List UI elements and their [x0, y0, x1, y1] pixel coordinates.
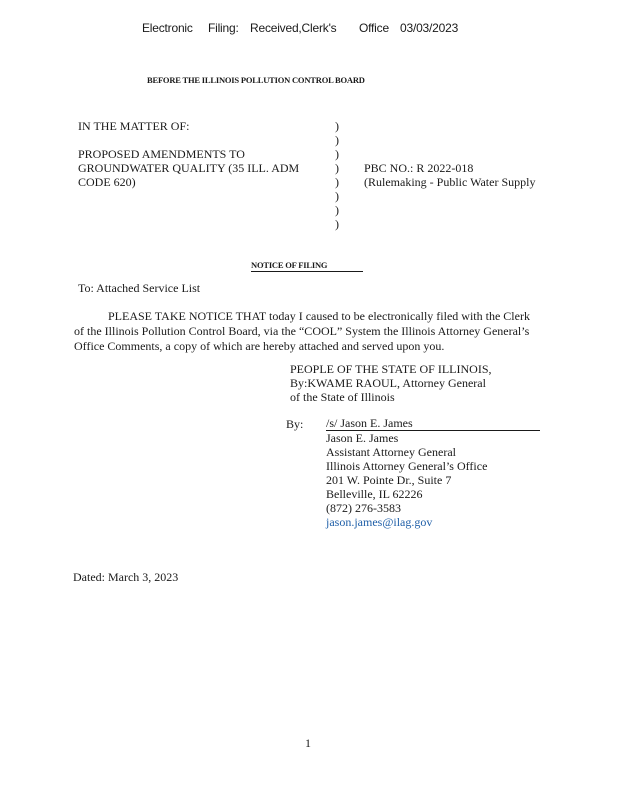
by-label: By: [286, 417, 304, 431]
paren: ) [335, 203, 339, 217]
stamp-received: Received,Clerk's [250, 21, 337, 35]
address-line-2: Belleville, IL 62226 [326, 487, 423, 501]
people-line-3: of the State of Illinois [290, 390, 395, 404]
body-line-1: PLEASE TAKE NOTICE THAT today I caused to be electronically filed with the Clerk [108, 309, 530, 323]
people-line-1: PEOPLE OF THE STATE OF ILLINOIS, [290, 362, 492, 376]
paren: ) [335, 147, 339, 161]
phone-number: (872) 276-3583 [326, 501, 401, 515]
case-type: (Rulemaking - Public Water Supply [364, 175, 536, 189]
address-line-1: 201 W. Pointe Dr., Suite 7 [326, 473, 452, 487]
paren: ) [335, 175, 339, 189]
case-number: PBC NO.: R 2022-018 [364, 161, 474, 175]
caption-title-line-3: CODE 620) [78, 175, 136, 189]
stamp-date: 03/03/2023 [400, 21, 459, 35]
caption-paren-column [335, 119, 339, 231]
stamp-office: Office [359, 21, 389, 35]
caption-title-line-1: PROPOSED AMENDMENTS TO [78, 147, 245, 161]
paren: ) [335, 119, 339, 133]
board-heading: BEFORE THE ILLINOIS POLLUTION CONTROL BOARD [147, 75, 365, 85]
signature-line: /s/ Jason E. James [326, 417, 540, 431]
notice-heading: NOTICE OF FILING [251, 260, 363, 272]
dated-line: Dated: March 3, 2023 [73, 570, 179, 584]
stamp-electronic: Electronic [142, 21, 193, 35]
paren: ) [335, 217, 339, 231]
paren: ) [335, 161, 339, 175]
body-line-2: of the Illinois Pollution Control Board, via the “COOL” System the Illinois Attorney General’s [74, 324, 530, 338]
attorney-title: Assistant Attorney General [326, 445, 456, 459]
page-number: 1 [305, 736, 311, 750]
paren: ) [335, 133, 339, 147]
caption-title-line-2: GROUNDWATER QUALITY (35 ILL. ADM [78, 161, 300, 175]
paren: ) [335, 189, 339, 203]
attorney-office: Illinois Attorney General’s Office [326, 459, 488, 473]
body-line-3: Office Comments, a copy of which are hereby attached and served upon you. [74, 339, 445, 353]
people-line-2: By:KWAME RAOUL, Attorney General [290, 376, 486, 390]
in-the-matter-label: IN THE MATTER OF: [78, 119, 190, 133]
to-line: To: Attached Service List [78, 281, 201, 295]
attorney-name: Jason E. James [326, 431, 399, 445]
email-link[interactable]: jason.james@ilag.gov [326, 515, 433, 529]
stamp-filing: Filing: [208, 21, 239, 35]
